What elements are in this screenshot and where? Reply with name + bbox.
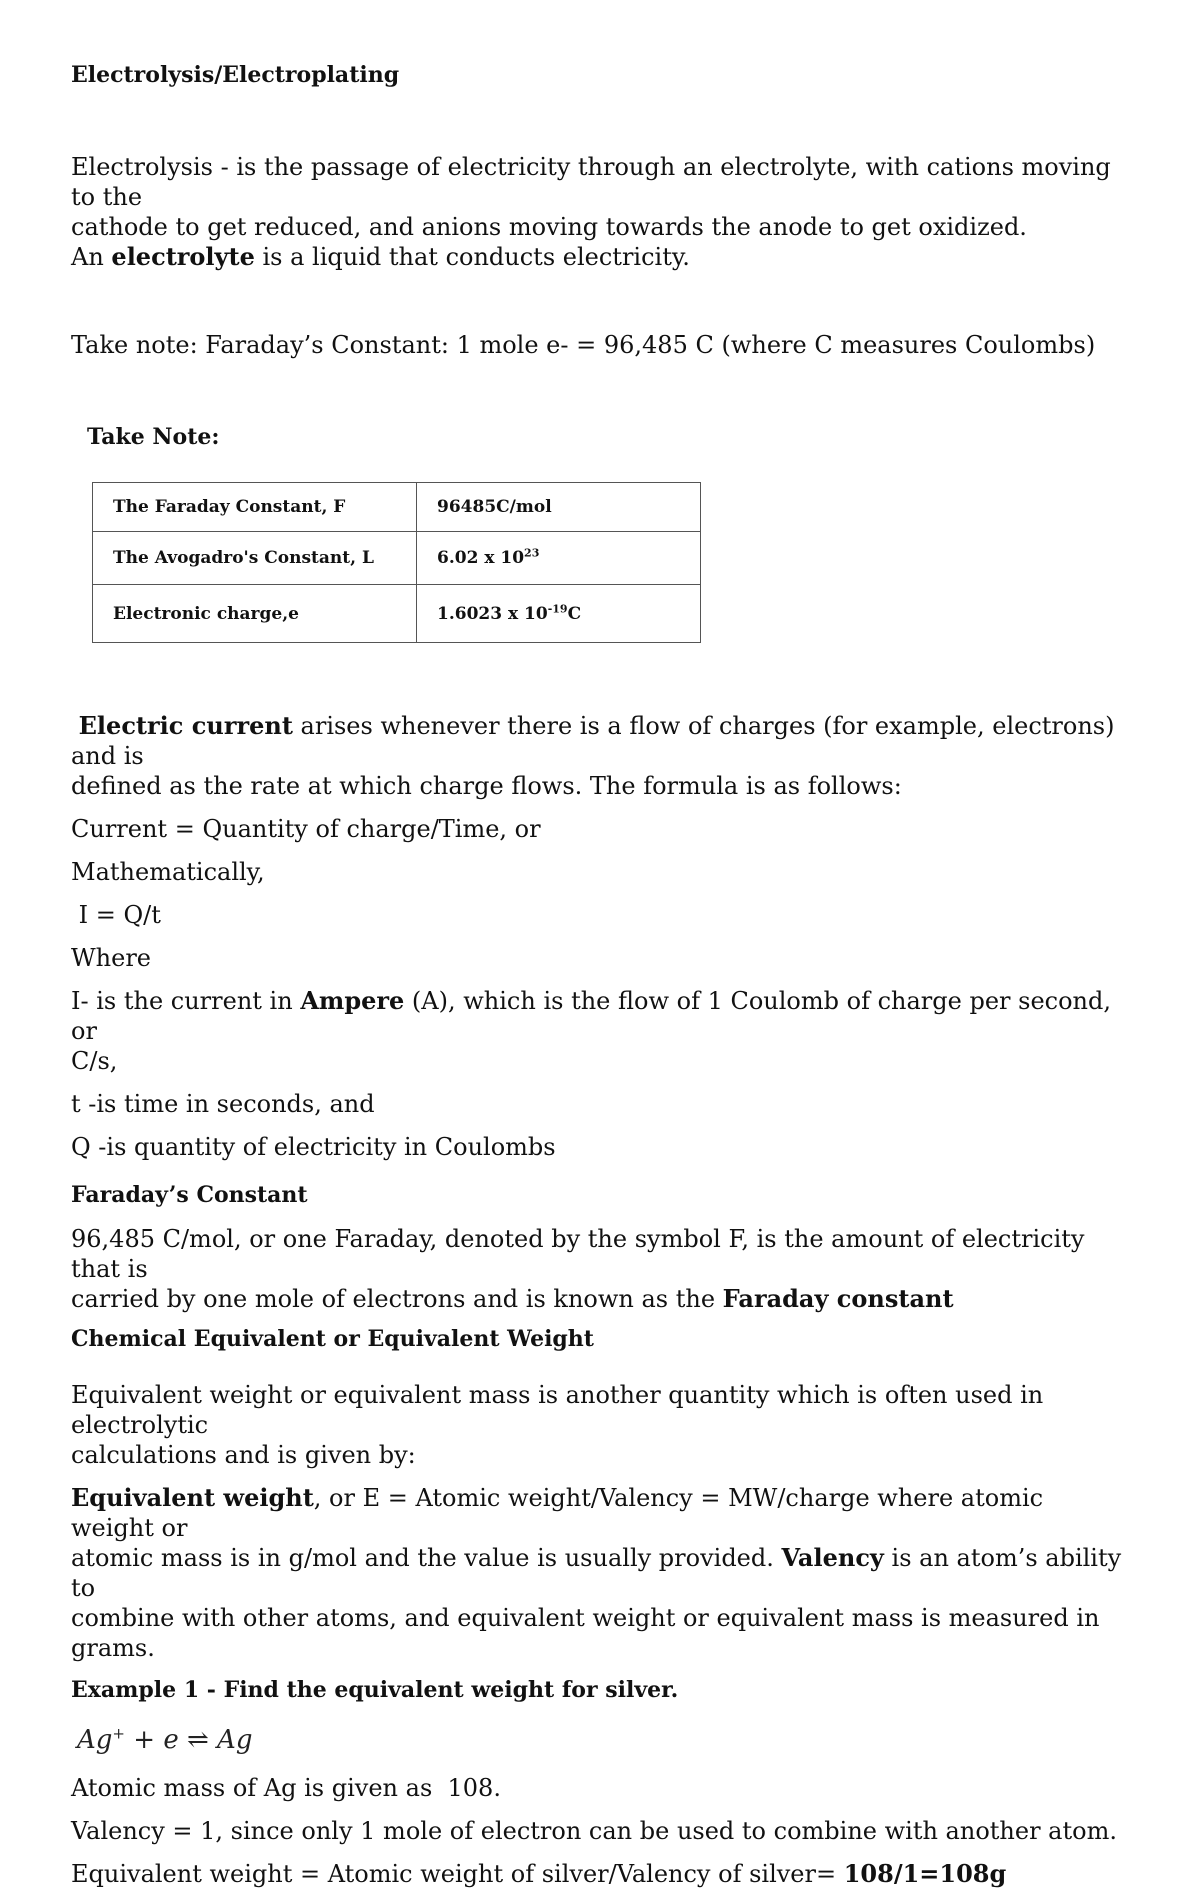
document-page (71, 60, 1131, 1889)
equivalent-weight-term: Equivalent weight (71, 1483, 314, 1512)
equation-ag-product: Ag (217, 1725, 253, 1755)
table-row (93, 585, 701, 643)
equation-equilibrium-arrow: ⇌ (186, 1725, 209, 1755)
constant-value-base: 6.02 x 10 (437, 548, 525, 568)
equivalent-intro-line-2: calculations and is given by: (71, 1441, 416, 1469)
constant-value-base: 1.6023 x 10 (437, 603, 548, 624)
current-definition (71, 986, 1131, 1076)
faraday-paragraph (71, 1224, 1131, 1314)
current-line-1-post: arises whenever there is a flow of charges (for example, electrons) and is (71, 712, 1115, 770)
equivalent-heading: Chemical Equivalent or Equivalent Weight (71, 1326, 594, 1352)
constant-value-exponent: 23 (524, 546, 540, 560)
current-line-1 (71, 711, 1131, 771)
equivalent-weight-result-pre: Equivalent weight = Atomic weight of silver/Valency of silver= (71, 1860, 844, 1888)
electric-current-term: Electric current (78, 711, 293, 740)
equivalent-definition-line-2 (71, 1543, 1131, 1603)
intro-line-3 (71, 242, 1131, 272)
equation-plus: + (133, 1725, 156, 1755)
equivalent-definition-line-2-post: is an atom’s ability to (71, 1544, 1122, 1602)
current-definition-pre: I- is the current in (71, 987, 301, 1015)
equivalent-intro (71, 1380, 1131, 1470)
where-label: Where (71, 944, 152, 972)
equivalent-definition-line-2-pre: atomic mass is in g/mol and the value is usually provided. (71, 1544, 782, 1572)
current-line-2: defined as the rate at which charge flows. The formula is as follows: (71, 772, 902, 800)
current-definition-line-1 (71, 986, 1131, 1046)
constant-value-exponent: -19 (547, 601, 568, 615)
equation-ag: Ag (77, 1725, 113, 1755)
faraday-line-2-pre: carried by one mole of electrons and is known as the (71, 1285, 723, 1313)
constant-name: The Faraday Constant, F (93, 483, 417, 532)
intro-paragraph (71, 152, 1131, 272)
electrolyte-term: electrolyte (111, 242, 255, 271)
silver-equation (77, 1723, 1131, 1757)
document-title: Electrolysis/Electroplating (71, 62, 400, 88)
equivalent-weight-answer: 108/1=108g (843, 1859, 1007, 1888)
ampere-term: Ampere (300, 986, 405, 1015)
valency-line: Valency = 1, since only 1 mole of electron can be used to combine with another atom. (71, 1817, 1117, 1845)
current-formula-text: Current = Quantity of charge/Time, or (71, 815, 541, 843)
equivalent-intro-line-1: Equivalent weight or equivalent mass is another quantity which is often used in electrolytic (71, 1381, 1044, 1439)
equation-plus-superscript: + (112, 1724, 125, 1743)
current-paragraph (71, 711, 1131, 801)
intro-line-3-pre: An (71, 243, 112, 271)
intro-line-3-post: is a liquid that conducts electricity. (254, 243, 690, 271)
faraday-line-2 (71, 1284, 1131, 1314)
mathematically-label: Mathematically, (71, 858, 265, 886)
intro-line-1: Electrolysis - is the passage of electricity through an electrolyte, with cations moving to the (71, 153, 1111, 211)
faraday-note: Take note: Faraday’s Constant: 1 mole e- = 96,485 C (where C measures Coulombs) (71, 331, 1096, 359)
equivalent-definition-line-1 (71, 1483, 1131, 1543)
intro-line-2: cathode to get reduced, and anions moving towards the anode to get oxidized. (71, 213, 1027, 241)
equivalent-definition (71, 1483, 1131, 1663)
atomic-mass-line: Atomic mass of Ag is given as 108. (71, 1774, 501, 1802)
faraday-line-1: 96,485 C/mol, or one Faraday, denoted by the symbol F, is the amount of electricity that is (71, 1225, 1085, 1283)
take-note-heading: Take Note: (87, 424, 220, 450)
equivalent-definition-line-1-post: , or E = Atomic weight/Valency = MW/charge where atomic weight or (71, 1484, 1044, 1542)
table-row (93, 532, 701, 585)
constant-name: Electronic charge,e (93, 585, 417, 643)
example-heading: Example 1 - Find the equivalent weight for silver. (71, 1677, 679, 1703)
time-definition: t -is time in seconds, and (71, 1090, 375, 1118)
constants-table (92, 482, 701, 643)
constant-value: 96485C/mol (417, 483, 701, 532)
equivalent-weight-result (71, 1859, 1131, 1889)
equivalent-definition-line-3: combine with other atoms, and equivalent weight or equivalent mass is measured in grams. (71, 1604, 1100, 1662)
equation-electron: e (163, 1725, 179, 1755)
faraday-constant-term: Faraday constant (722, 1284, 954, 1313)
constant-value (417, 585, 701, 643)
current-formula: I = Q/t (71, 901, 161, 929)
constant-name: The Avogadro's Constant, L (93, 532, 417, 585)
table-row (93, 483, 701, 532)
constant-value (417, 532, 701, 585)
faraday-heading: Faraday’s Constant (71, 1182, 308, 1208)
constant-value-unit: C (567, 603, 582, 624)
valency-term: Valency (781, 1543, 884, 1572)
charge-definition: Q -is quantity of electricity in Coulombs (71, 1133, 556, 1161)
current-definition-line-2: C/s, (71, 1047, 118, 1075)
current-definition-post: (A), which is the flow of 1 Coulomb of charge per second, or (71, 987, 1111, 1045)
